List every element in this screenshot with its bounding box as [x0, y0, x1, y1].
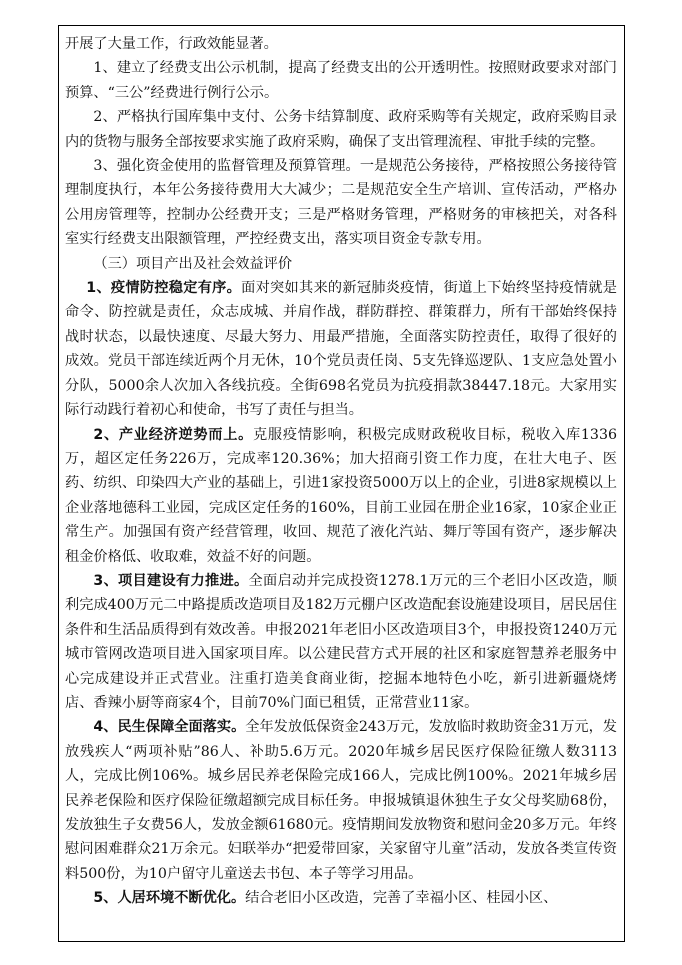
- paragraph-text: 全年发放低保资金243万元，发放临时救助资金31万元，发放残疾人“两项补贴”86人、补助5.6万元。2020年城乡居民医疗保险征缴人数3113人，完成比例106%。城乡居民养老保险完成166人，完成比例100%。2021年城乡居民养老保险和医疗保险征缴超额完成目标任务。申报城镇退休独生子女父母奖励68份，发放独生子女费56人，发放金额61680元。疫情期间发放物资和慰问金20多万元。年终慰问困难群众21万余元。妇联举办“把爱带回家，关家留守儿童”活动，发放各类宣传资料500份，为10户留守儿童送去书包、本子等学习用品。: [65, 719, 617, 882]
- paragraph: 2、严格执行国库集中支付、公务卡结算制度、政府采购等有关规定，政府采购目录内的货物与服务全部按要求实施了政府采购，确保了支出管理流程、审批手续的完整。: [65, 109, 617, 150]
- paragraph-lead: 3、项目建设有力推进。: [93, 572, 249, 589]
- paragraph-text: 全面启动并完成投资1278.1万元的三个老旧小区改造，顺利完成400万元二中路提质改造项目及182万元棚户区改造配套设施建设项目，居民居住条件和生活品质得到有效改善。申报2021年老旧小区改造项目3个，申报投资1240万元城市管网改造项目进入国家项目库。以公建民营方式开展的社区和家庭智慧养老服务中心完成建设并正式营业。注重打造美食商业街，挖掘本地特色小吃，新引进新疆烧烤店、香辣小厨等商家4个，目前70%门面已租赁，正常营业11家。: [65, 572, 617, 711]
- paragraph: [65, 276, 617, 422]
- document-body: [65, 32, 617, 911]
- paragraph-text: 克服疫情影响，积极完成财政税收目标，税收入库1336万，超区定任务226万，完成率120.36%；加大招商引资工作力度，在壮大电子、医药、纺织、印染四大产业的基础上，引进1家投资5000万以上的企业，引进8家规模以上企业落地德科工业园，完成区定任务的160%，目前工业园在册企业16家，10家企业正常生产。加强国有资产经营管理，收回、规范了液化汽站、舞厅等国有资产，逐步解决租金价格低、收取难，效益不好的问题。: [65, 426, 617, 565]
- paragraph: 3、强化资金使用的监督管理及预算管理。一是规范公务接待，严格按照公务接待管理制度执行，本年公务接待费用大大减少；二是规范安全生产培训、宣传活动，严格办公用房管理等，控制办公经费开支；三是严格财务管理，严格财务的审核把关，对各科室实行经费支出限额管理，严控经费支出，落实项目资金专款专用。: [65, 158, 617, 248]
- paragraph-lead: 2、产业经济逆势而上。: [93, 426, 254, 443]
- paragraph-lead: 4、民生保障全面落实。: [93, 719, 246, 736]
- paragraph-lead: 1、疫情防控稳定有序。: [86, 280, 242, 297]
- section-heading: （三）项目产出及社会效益评价: [93, 255, 293, 272]
- paragraph-lead: 5、人居环境不断优化。: [93, 890, 246, 907]
- paragraph-text: 面对突如其来的新冠肺炎疫情，街道上下始终坚持疫情就是命令、防控就是责任，众志成城、并肩作战，群防群控、群策群力，所有干部始终保持战时状态，以最快速度、尽最大努力、用最严措施，全面落实防控责任，取得了很好的成效。党员干部连续近两个月无休，10个党员责任岗、5支先锋巡逻队、1支应急处置小分队，5000余人次加入各线抗疫。全街698名党员为抗疫捐款38447.18元。大家用实际行动践行着初心和使命，书写了责任与担当。: [65, 280, 617, 419]
- paragraph: [65, 569, 617, 715]
- paragraph: [65, 715, 617, 886]
- paragraph-text: 结合老旧小区改造，完善了幸福小区、桂园小区、: [245, 890, 558, 907]
- paragraph: 开展了大量工作，行政效能显著。: [65, 36, 278, 52]
- paragraph: [65, 423, 617, 569]
- document-table-cell: [58, 25, 625, 942]
- paragraph: 1、建立了经费支出公示机制，提高了经费支出的公开透明性。按照财政要求对部门预算、“三公”经费进行例行公示。: [65, 60, 617, 101]
- paragraph: [65, 886, 617, 910]
